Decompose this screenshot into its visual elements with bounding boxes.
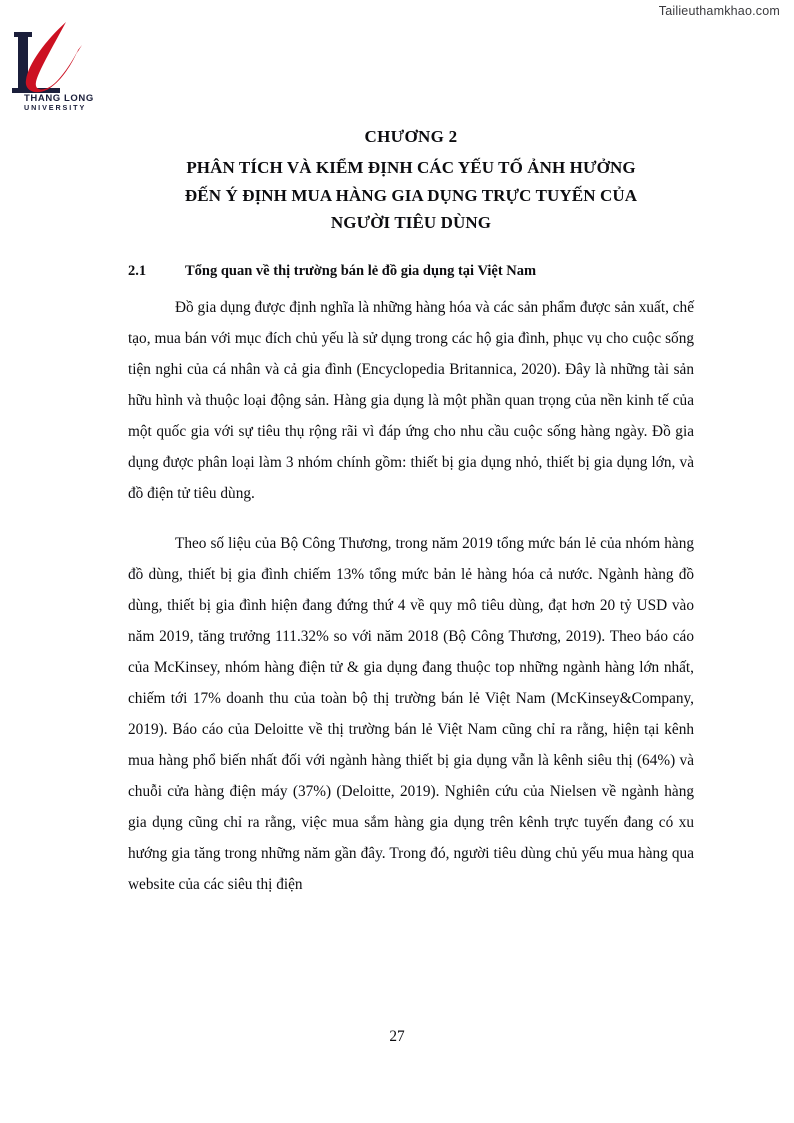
logo-wordmark (24, 94, 110, 112)
chapter-title-line-2: ĐẾN Ý ĐỊNH MUA HÀNG GIA DỤNG TRỰC TUYẾN CỦA (184, 185, 638, 205)
section-number: 2.1 (128, 262, 147, 279)
chapter-label: CHƯƠNG 2 (364, 127, 458, 146)
chapter-heading-block (128, 128, 694, 237)
logo-subtitle-text: UNIVERSITY (24, 102, 87, 112)
chapter-title-line-3: NGƯỜI TIÊU DÙNG (330, 213, 492, 233)
section-title: Tổng quan về thị trường bán lẻ đồ gia dụng tại Việt Nam (185, 262, 537, 279)
section-heading (128, 263, 694, 280)
chapter-title (128, 154, 694, 237)
body-paragraph: Theo số liệu của Bộ Công Thương, trong năm 2019 tổng mức bán lẻ của nhóm hàng đồ dùng, thiết bị gia đình chiếm 13% tổng mức bản lẻ hàng hóa cả nước. Ngành hàng đồ dùng, thiết bị gia đình hiện đang đứng thứ 4 về quy mô tiêu dùng, đạt hơn 20 tỷ USD vào năm 2019, tăng trưởng 111.32% so với năm 2018 (Bộ Công Thương, 2019). Theo báo cáo của McKinsey, nhóm hàng điện tử & gia dụng đang thuộc top những ngành hàng lớn nhất, chiếm tới 17% doanh thu của toàn bộ thị trường bán lẻ Việt Nam (McKinsey&Company, 2019). Báo cáo của Deloitte về thị trường bán lẻ Việt Nam cũng chỉ ra rằng, hiện tại kênh mua hàng phổ biến nhất đối với ngành hàng thiết bị gia dụng vẫn là kênh siêu thị (64%) và chuỗi cửa hàng điện máy (37%) (Deloitte, 2019). Nghiên cứu của Nielsen về ngành hàng gia dụng cũng chỉ ra rằng, việc mua sắm hàng gia dụng trên kênh trực tuyến đang có xu hướng gia tăng trong những năm gần đây. Trong đó, người tiêu dùng chủ yếu mua hàng qua website của các siêu thị điện (128, 534, 694, 894)
body-paragraph: Đồ gia dụng được định nghĩa là những hàng hóa và các sản phẩm được sản xuất, chế tạo, mua bán với mục đích chủ yếu là sử dụng trong các hộ gia đình, phục vụ cho cuộc sống tiện nghi của cá nhân và cả gia đình (Encyclopedia Britannica, 2020). Đây là những tài sản hữu hình và thuộc loại động sản. Hàng gia dụng là một phần quan trọng của nền kinh tế của một quốc gia với sự tiêu thụ rộng rãi vì đáp ứng cho nhu cầu cuộc sống hàng ngày. Đồ gia dụng được phân loại làm 3 nhóm chính gồm: thiết bị gia dụng nhỏ, thiết bị gia dụng lớn, và đồ điện tử tiêu dùng. (128, 298, 694, 502)
page-number: 27 (389, 1028, 405, 1045)
university-logo (8, 18, 112, 110)
chapter-title-line-1: PHÂN TÍCH VÀ KIỂM ĐỊNH CÁC YẾU TỐ ẢNH HƯỞNG (186, 158, 636, 177)
logo-name-text: THANG LONG (24, 93, 94, 104)
page-content (128, 0, 694, 900)
site-watermark: Tailieuthamkhao.com (658, 4, 780, 18)
